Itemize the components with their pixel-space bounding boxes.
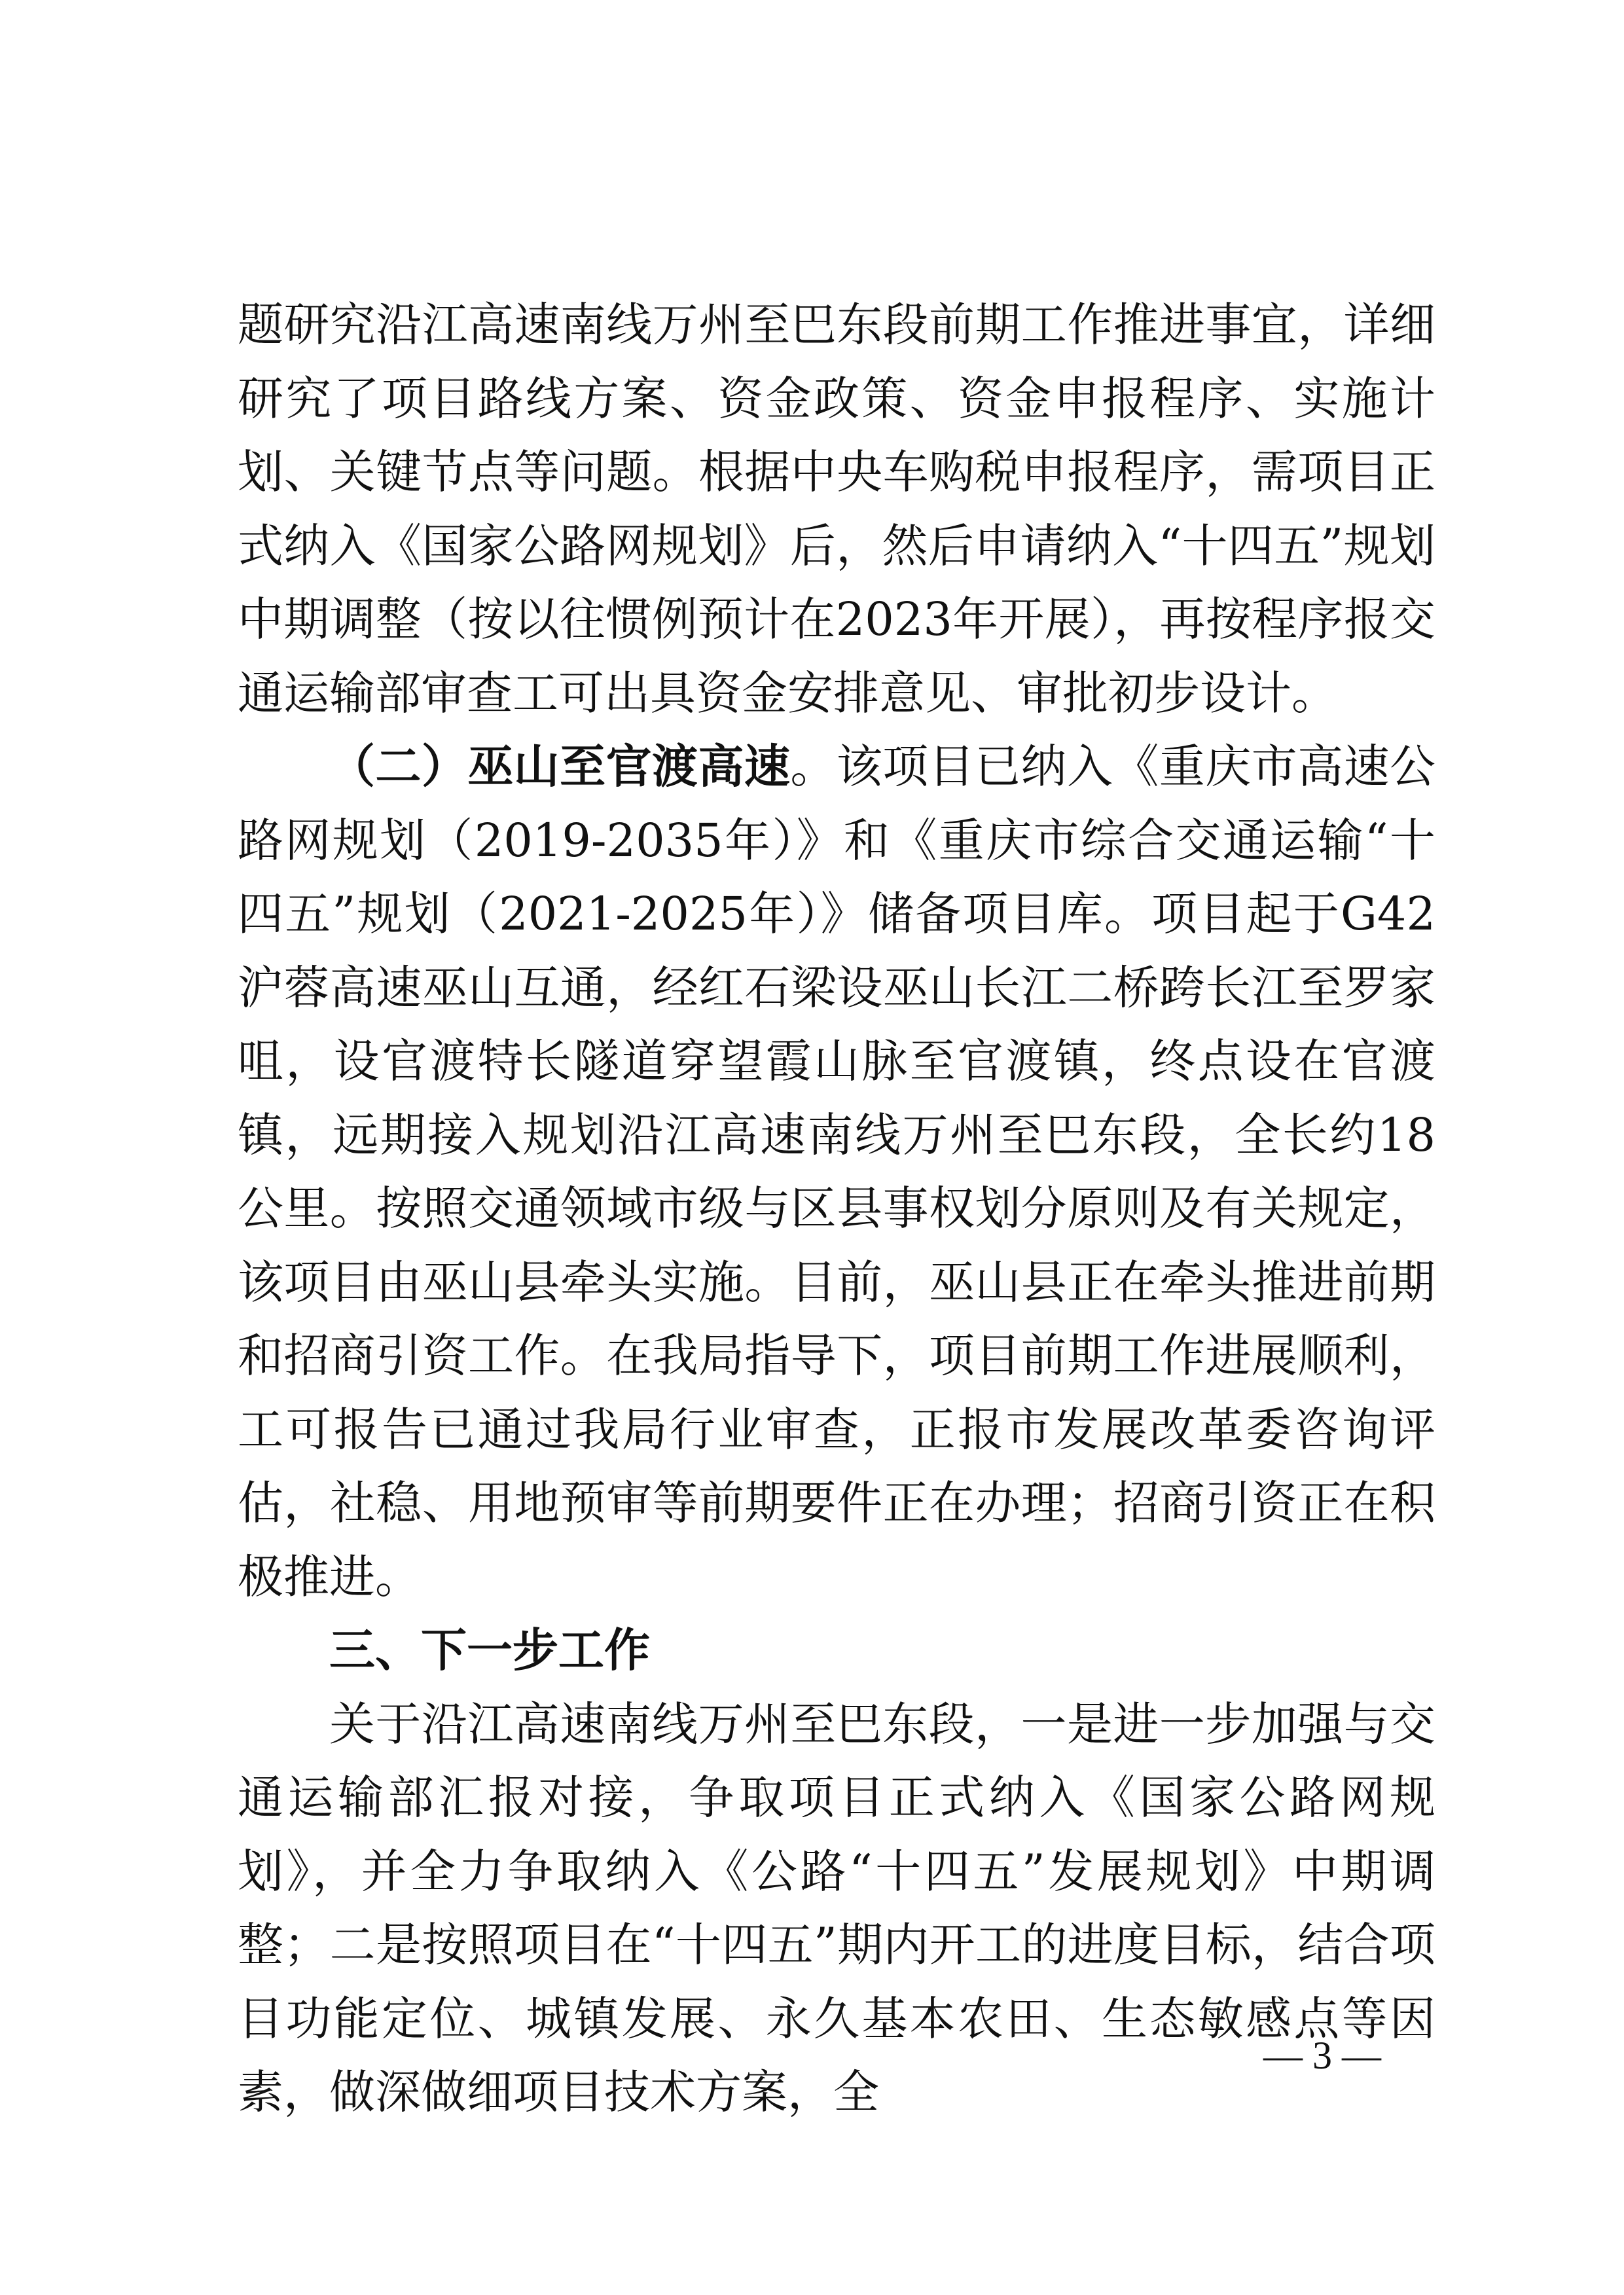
paragraph-wushan-guandu (238, 730, 1435, 1614)
section-heading-next-steps: 三、下一步工作 (329, 1623, 650, 1677)
document-body (238, 288, 1435, 2129)
paragraph-next-steps: 关于沿江高速南线万州至巴东段，一是进一步加强与交通运输部汇报对接，争取项目正式纳入《国家公路网规划》，并全力争取纳入《公路“十四五”发展规划》中期调整；二是按照项目在“十四五”期内开工的进度目标，结合项目功能定位、城镇发展、永久基本农田、生态敏感点等因素，做深做细项目技术方案，全 (238, 1697, 1435, 2119)
subsection-heading: （二）巫山至官渡高速 (329, 739, 791, 793)
paragraph-continued: 题研究沿江高速南线万州至巴东段前期工作推进事宜，详细研究了项目路线方案、资金政策、资金申报程序、实施计划、关键节点等问题。根据中央车购税申报程序，需项目正式纳入《国家公路网规划》后，然后申请纳入“十四五”规划中期调整（按以往惯例预计在2023年开展），再按程序报交通运输部审查工可出具资金安排意见、审批初步设计。 (238, 298, 1435, 720)
page-number: — 3 — (1263, 2034, 1381, 2077)
subsection-text: 。该项目已纳入《重庆市高速公路网规划（2019-2035年）》和《重庆市综合交通运输“十四五”规划（2021-2025年）》储备项目库。项目起于G42沪蓉高速巫山互通，经红石梁设巫山长江二桥跨长江至罗家咀，设官渡特长隧道穿望霞山脉至官渡镇，终点设在官渡镇，远期接入规划沿江高速南线万州至巴东段，全长约18公里。按照交通领域市级与区县事权划分原则及有关规定，该项目由巫山县牵头实施。目前，巫山县正在牵头推进前期和招商引资工作。在我局指导下，项目前期工作进展顺利，工可报告已通过我局行业审查，正报市发展改革委咨询评估，社稳、用地预审等前期要件正在办理；招商引资正在积极推进。 (238, 740, 1436, 1604)
